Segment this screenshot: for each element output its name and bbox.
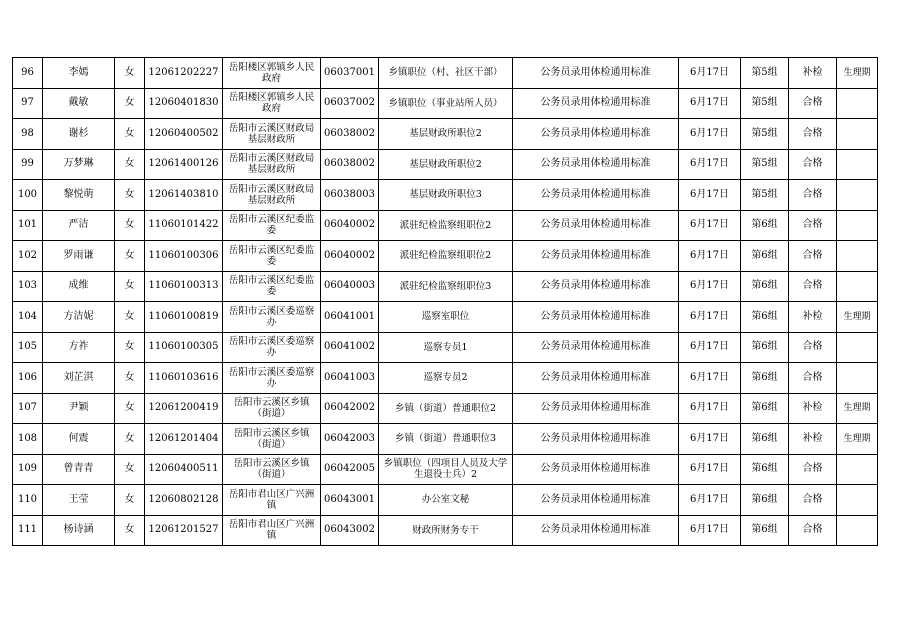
gender-cell: 女 [115, 485, 145, 516]
exam-ticket-number-cell: 11060101422 [145, 210, 223, 241]
exam-standard-cell: 公务员录用体检通用标准 [513, 363, 679, 394]
gender-cell: 女 [115, 363, 145, 394]
exam-standard-cell: 公务员录用体检通用标准 [513, 424, 679, 455]
position-code-cell: 06041003 [321, 363, 379, 394]
position-code-cell: 06043001 [321, 485, 379, 516]
exam-date-cell: 6月17日 [679, 88, 741, 119]
gender-cell: 女 [115, 180, 145, 211]
row-number-cell: 105 [13, 332, 43, 363]
exam-result-cell: 合格 [789, 180, 837, 211]
exam-standard-cell: 公务员录用体检通用标准 [513, 271, 679, 302]
exam-ticket-number-cell: 12061201404 [145, 424, 223, 455]
remark-cell: 生理期 [837, 393, 878, 424]
exam-date-cell: 6月17日 [679, 454, 741, 485]
gender-cell: 女 [115, 515, 145, 546]
table-row [13, 119, 878, 150]
table-row [13, 302, 878, 333]
candidate-name-cell: 杨诗涵 [43, 515, 115, 546]
gender-cell: 女 [115, 302, 145, 333]
gender-cell: 女 [115, 454, 145, 485]
row-number-cell: 101 [13, 210, 43, 241]
exam-date-cell: 6月17日 [679, 515, 741, 546]
exam-standard-cell: 公务员录用体检通用标准 [513, 393, 679, 424]
exam-group-cell: 第6组 [741, 332, 789, 363]
employer-unit-cell: 岳阳市君山区广兴洲镇 [223, 485, 321, 516]
exam-ticket-number-cell: 11060100306 [145, 241, 223, 272]
exam-standard-cell: 公务员录用体检通用标准 [513, 88, 679, 119]
exam-date-cell: 6月17日 [679, 485, 741, 516]
table-row [13, 88, 878, 119]
remark-cell [837, 485, 878, 516]
employer-unit-cell: 岳阳楼区郭镇乡人民政府 [223, 58, 321, 89]
remark-cell [837, 332, 878, 363]
row-number-cell: 110 [13, 485, 43, 516]
position-code-cell: 06042005 [321, 454, 379, 485]
table-row [13, 271, 878, 302]
table-row [13, 332, 878, 363]
exam-result-cell: 补检 [789, 302, 837, 333]
exam-ticket-number-cell: 11060100305 [145, 332, 223, 363]
remark-cell [837, 180, 878, 211]
exam-standard-cell: 公务员录用体检通用标准 [513, 515, 679, 546]
table-row [13, 393, 878, 424]
exam-ticket-number-cell: 11060100313 [145, 271, 223, 302]
row-number-cell: 107 [13, 393, 43, 424]
position-name-cell: 办公室文秘 [379, 485, 513, 516]
exam-standard-cell: 公务员录用体检通用标准 [513, 180, 679, 211]
exam-ticket-number-cell: 12061201527 [145, 515, 223, 546]
exam-ticket-number-cell: 11060100819 [145, 302, 223, 333]
position-name-cell: 巡察室职位 [379, 302, 513, 333]
employer-unit-cell: 岳阳市云溪区财政局基层财政所 [223, 149, 321, 180]
candidate-name-cell: 谢杉 [43, 119, 115, 150]
exam-date-cell: 6月17日 [679, 393, 741, 424]
remark-cell [837, 515, 878, 546]
candidate-name-cell: 黎悦萌 [43, 180, 115, 211]
position-name-cell: 基层财政所职位2 [379, 149, 513, 180]
row-number-cell: 102 [13, 241, 43, 272]
exam-date-cell: 6月17日 [679, 58, 741, 89]
gender-cell: 女 [115, 424, 145, 455]
exam-standard-cell: 公务员录用体检通用标准 [513, 485, 679, 516]
exam-date-cell: 6月17日 [679, 363, 741, 394]
position-code-cell: 06037002 [321, 88, 379, 119]
position-name-cell: 派驻纪检监察组职位3 [379, 271, 513, 302]
exam-result-cell: 合格 [789, 485, 837, 516]
remark-cell: 生理期 [837, 58, 878, 89]
remark-cell [837, 119, 878, 150]
exam-group-cell: 第5组 [741, 88, 789, 119]
remark-cell [837, 210, 878, 241]
gender-cell: 女 [115, 149, 145, 180]
candidate-name-cell: 刘芷淇 [43, 363, 115, 394]
position-name-cell: 乡镇职位（村、社区干部） [379, 58, 513, 89]
employer-unit-cell: 岳阳市云溪区委巡察办 [223, 302, 321, 333]
table-row [13, 515, 878, 546]
exam-standard-cell: 公务员录用体检通用标准 [513, 119, 679, 150]
table-row [13, 363, 878, 394]
exam-group-cell: 第6组 [741, 241, 789, 272]
position-code-cell: 06038003 [321, 180, 379, 211]
exam-standard-cell: 公务员录用体检通用标准 [513, 58, 679, 89]
position-name-cell: 乡镇职位（事业站所人员） [379, 88, 513, 119]
table-row [13, 180, 878, 211]
exam-ticket-number-cell: 12060400502 [145, 119, 223, 150]
row-number-cell: 108 [13, 424, 43, 455]
exam-ticket-number-cell: 11060103616 [145, 363, 223, 394]
exam-group-cell: 第5组 [741, 149, 789, 180]
candidate-name-cell: 方洁妮 [43, 302, 115, 333]
row-number-cell: 109 [13, 454, 43, 485]
exam-ticket-number-cell: 12061200419 [145, 393, 223, 424]
employer-unit-cell: 岳阳市云溪区纪委监委 [223, 271, 321, 302]
remark-cell [837, 271, 878, 302]
candidate-name-cell: 万梦琳 [43, 149, 115, 180]
exam-result-cell: 合格 [789, 332, 837, 363]
medical-exam-roster-table [12, 57, 878, 546]
candidate-name-cell: 曾青青 [43, 454, 115, 485]
remark-cell [837, 454, 878, 485]
candidate-name-cell: 李嫣 [43, 58, 115, 89]
position-name-cell: 巡察专员1 [379, 332, 513, 363]
employer-unit-cell: 岳阳市君山区广兴洲镇 [223, 515, 321, 546]
employer-unit-cell: 岳阳市云溪区乡镇（街道） [223, 454, 321, 485]
exam-standard-cell: 公务员录用体检通用标准 [513, 302, 679, 333]
exam-result-cell: 合格 [789, 515, 837, 546]
exam-group-cell: 第5组 [741, 180, 789, 211]
candidate-name-cell: 何震 [43, 424, 115, 455]
exam-standard-cell: 公务员录用体检通用标准 [513, 454, 679, 485]
exam-group-cell: 第6组 [741, 271, 789, 302]
employer-unit-cell: 岳阳市云溪区财政局基层财政所 [223, 180, 321, 211]
exam-ticket-number-cell: 12060400511 [145, 454, 223, 485]
exam-group-cell: 第6组 [741, 485, 789, 516]
employer-unit-cell: 岳阳市云溪区委巡察办 [223, 332, 321, 363]
roster-body [13, 58, 878, 546]
row-number-cell: 106 [13, 363, 43, 394]
position-name-cell: 基层财政所职位2 [379, 119, 513, 150]
exam-result-cell: 补检 [789, 424, 837, 455]
exam-result-cell: 补检 [789, 58, 837, 89]
remark-cell [837, 88, 878, 119]
exam-ticket-number-cell: 12061202227 [145, 58, 223, 89]
candidate-name-cell: 方祚 [43, 332, 115, 363]
exam-date-cell: 6月17日 [679, 149, 741, 180]
exam-group-cell: 第6组 [741, 424, 789, 455]
exam-group-cell: 第6组 [741, 515, 789, 546]
table-row [13, 241, 878, 272]
remark-cell: 生理期 [837, 424, 878, 455]
exam-date-cell: 6月17日 [679, 332, 741, 363]
table-row [13, 58, 878, 89]
exam-result-cell: 合格 [789, 454, 837, 485]
position-code-cell: 06040002 [321, 210, 379, 241]
gender-cell: 女 [115, 271, 145, 302]
exam-date-cell: 6月17日 [679, 302, 741, 333]
exam-result-cell: 合格 [789, 210, 837, 241]
exam-result-cell: 合格 [789, 363, 837, 394]
exam-group-cell: 第6组 [741, 393, 789, 424]
employer-unit-cell: 岳阳市云溪区委巡察办 [223, 363, 321, 394]
row-number-cell: 99 [13, 149, 43, 180]
employer-unit-cell: 岳阳市云溪区财政局基层财政所 [223, 119, 321, 150]
exam-ticket-number-cell: 12061403810 [145, 180, 223, 211]
position-code-cell: 06040002 [321, 241, 379, 272]
exam-ticket-number-cell: 12060802128 [145, 485, 223, 516]
table-row [13, 149, 878, 180]
position-name-cell: 乡镇（街道）普通职位3 [379, 424, 513, 455]
exam-group-cell: 第5组 [741, 119, 789, 150]
gender-cell: 女 [115, 58, 145, 89]
employer-unit-cell: 岳阳市云溪区纪委监委 [223, 210, 321, 241]
employer-unit-cell: 岳阳楼区郭镇乡人民政府 [223, 88, 321, 119]
candidate-name-cell: 尹颖 [43, 393, 115, 424]
candidate-name-cell: 戴敏 [43, 88, 115, 119]
exam-date-cell: 6月17日 [679, 180, 741, 211]
row-number-cell: 103 [13, 271, 43, 302]
row-number-cell: 104 [13, 302, 43, 333]
position-code-cell: 06040003 [321, 271, 379, 302]
exam-group-cell: 第6组 [741, 363, 789, 394]
exam-result-cell: 合格 [789, 88, 837, 119]
remark-cell [837, 149, 878, 180]
position-code-cell: 06042003 [321, 424, 379, 455]
remark-cell [837, 241, 878, 272]
gender-cell: 女 [115, 241, 145, 272]
table-row [13, 424, 878, 455]
gender-cell: 女 [115, 119, 145, 150]
position-name-cell: 派驻纪检监察组职位2 [379, 210, 513, 241]
exam-standard-cell: 公务员录用体检通用标准 [513, 149, 679, 180]
position-code-cell: 06037001 [321, 58, 379, 89]
position-name-cell: 乡镇（街道）普通职位2 [379, 393, 513, 424]
position-name-cell: 基层财政所职位3 [379, 180, 513, 211]
exam-standard-cell: 公务员录用体检通用标准 [513, 332, 679, 363]
position-name-cell: 派驻纪检监察组职位2 [379, 241, 513, 272]
row-number-cell: 98 [13, 119, 43, 150]
row-number-cell: 111 [13, 515, 43, 546]
exam-result-cell: 合格 [789, 241, 837, 272]
position-code-cell: 06038002 [321, 149, 379, 180]
position-name-cell: 乡镇职位（四项目人员及大学生退役士兵）2 [379, 454, 513, 485]
exam-standard-cell: 公务员录用体检通用标准 [513, 241, 679, 272]
exam-date-cell: 6月17日 [679, 119, 741, 150]
position-name-cell: 财政所财务专干 [379, 515, 513, 546]
table-row [13, 210, 878, 241]
remark-cell [837, 363, 878, 394]
exam-standard-cell: 公务员录用体检通用标准 [513, 210, 679, 241]
exam-date-cell: 6月17日 [679, 241, 741, 272]
employer-unit-cell: 岳阳市云溪区纪委监委 [223, 241, 321, 272]
position-name-cell: 巡察专员2 [379, 363, 513, 394]
exam-result-cell: 合格 [789, 119, 837, 150]
gender-cell: 女 [115, 393, 145, 424]
position-code-cell: 06041002 [321, 332, 379, 363]
candidate-name-cell: 王莹 [43, 485, 115, 516]
candidate-name-cell: 严洁 [43, 210, 115, 241]
exam-group-cell: 第5组 [741, 58, 789, 89]
exam-ticket-number-cell: 12061400126 [145, 149, 223, 180]
position-code-cell: 06043002 [321, 515, 379, 546]
exam-date-cell: 6月17日 [679, 424, 741, 455]
exam-group-cell: 第6组 [741, 210, 789, 241]
exam-result-cell: 补检 [789, 393, 837, 424]
exam-date-cell: 6月17日 [679, 271, 741, 302]
exam-group-cell: 第6组 [741, 302, 789, 333]
candidate-name-cell: 罗雨谦 [43, 241, 115, 272]
exam-result-cell: 合格 [789, 271, 837, 302]
exam-ticket-number-cell: 12060401830 [145, 88, 223, 119]
exam-result-cell: 合格 [789, 149, 837, 180]
position-code-cell: 06041001 [321, 302, 379, 333]
employer-unit-cell: 岳阳市云溪区乡镇（街道） [223, 424, 321, 455]
gender-cell: 女 [115, 332, 145, 363]
gender-cell: 女 [115, 210, 145, 241]
candidate-name-cell: 成维 [43, 271, 115, 302]
position-code-cell: 06038002 [321, 119, 379, 150]
position-code-cell: 06042002 [321, 393, 379, 424]
row-number-cell: 97 [13, 88, 43, 119]
table-row [13, 454, 878, 485]
gender-cell: 女 [115, 88, 145, 119]
exam-date-cell: 6月17日 [679, 210, 741, 241]
row-number-cell: 96 [13, 58, 43, 89]
employer-unit-cell: 岳阳市云溪区乡镇（街道） [223, 393, 321, 424]
row-number-cell: 100 [13, 180, 43, 211]
exam-group-cell: 第6组 [741, 454, 789, 485]
table-row [13, 485, 878, 516]
remark-cell: 生理期 [837, 302, 878, 333]
